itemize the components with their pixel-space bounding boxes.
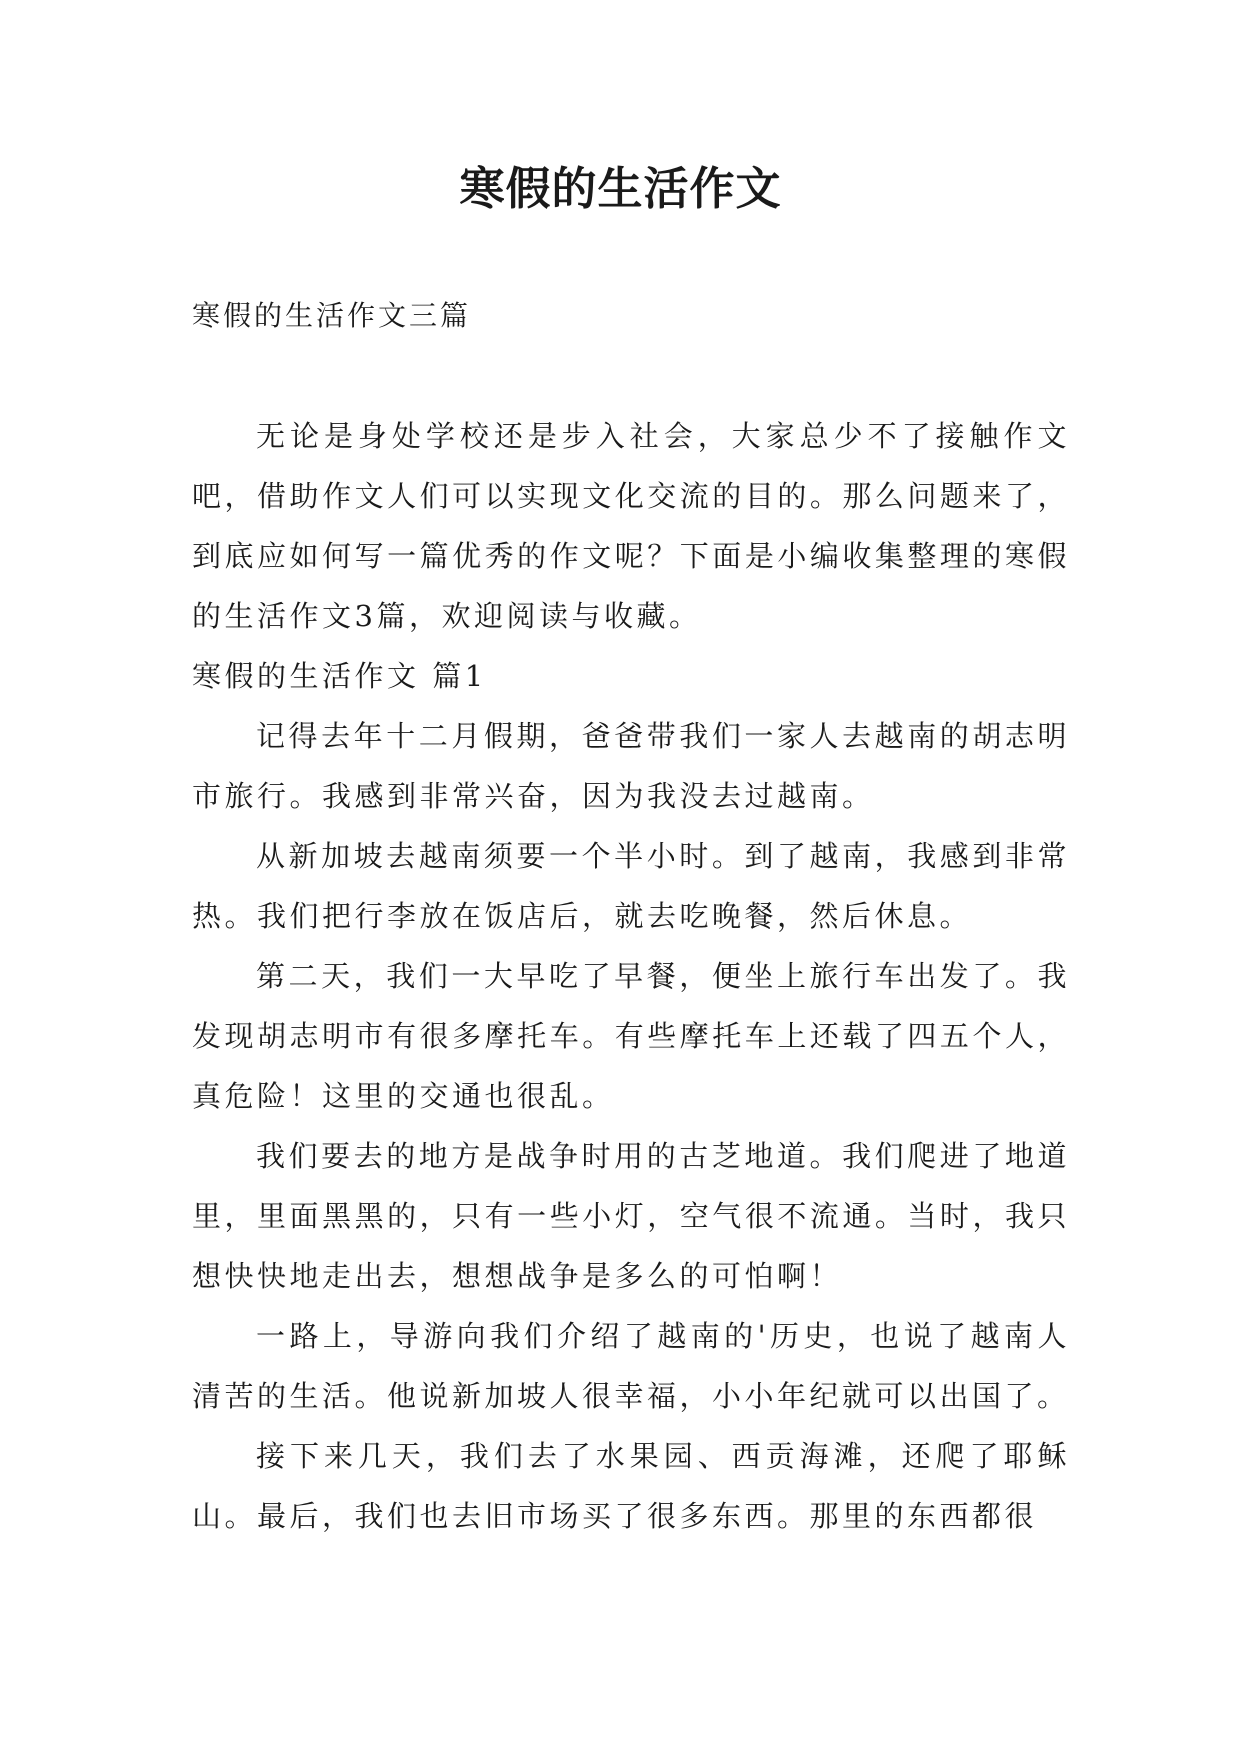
document-body xyxy=(192,406,1070,1546)
body-paragraph: 我们要去的地方是战争时用的古芝地道。我们爬进了地道里，里面黑黑的，只有一些小灯，空气很不流通。当时，我只想快快地走出去，想想战争是多么的可怕啊！ xyxy=(192,1139,1070,1293)
intro-paragraph: 无论是身处学校还是步入社会，大家总少不了接触作文吧，借助作文人们可以实现文化交流的目的。那么问题来了，到底应如何写一篇优秀的作文呢？下面是小编收集整理的寒假的生活作文3篇，欢迎阅读与收藏。 xyxy=(192,419,1070,633)
section-heading: 寒假的生活作文 篇1 xyxy=(192,659,487,693)
body-paragraph: 接下来几天，我们去了水果园、西贡海滩，还爬了耶稣山。最后，我们也去旧市场买了很多东西。那里的东西都很 xyxy=(192,1439,1070,1533)
body-paragraph: 记得去年十二月假期，爸爸带我们一家人去越南的胡志明市旅行。我感到非常兴奋，因为我没去过越南。 xyxy=(192,719,1070,813)
body-paragraph: 从新加坡去越南须要一个半小时。到了越南，我感到非常热。我们把行李放在饭店后，就去吃晚餐，然后休息。 xyxy=(192,839,1070,933)
document-subtitle: 寒假的生活作文三篇 xyxy=(192,299,472,332)
document-title: 寒假的生活作文 xyxy=(459,162,782,215)
body-paragraph: 一路上，导游向我们介绍了越南的'历史，也说了越南人清苦的生活。他说新加坡人很幸福，小小年纪就可以出国了。 xyxy=(192,1319,1070,1413)
body-paragraph: 第二天，我们一大早吃了早餐，便坐上旅行车出发了。我发现胡志明市有很多摩托车。有些摩托车上还载了四五个人，真危险！这里的交通也很乱。 xyxy=(192,959,1070,1113)
